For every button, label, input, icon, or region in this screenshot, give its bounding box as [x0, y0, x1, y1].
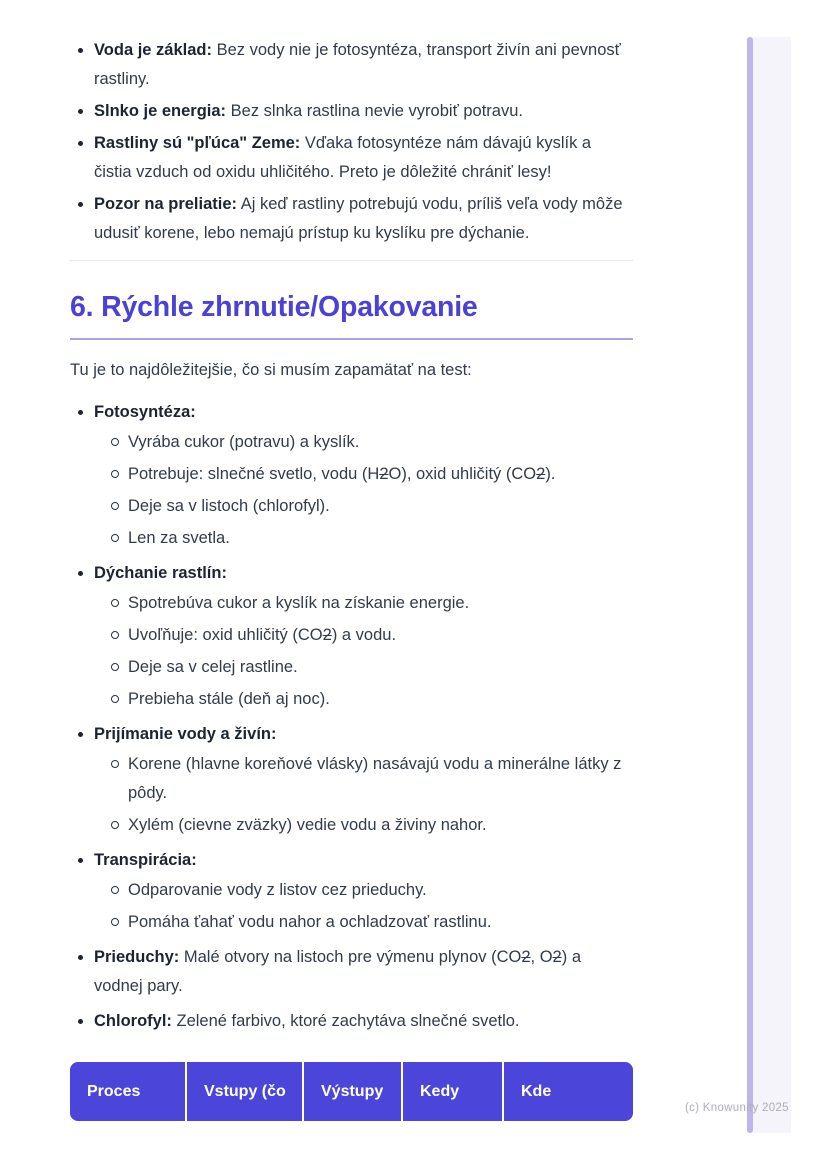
key-points-list: [70, 36, 633, 248]
struck-text: 2: [322, 626, 332, 644]
text-run: Uvoľňuje: oxid uhličitý (CO: [128, 626, 323, 644]
section-heading: 6. Rýchle zhrnutie/Opakovanie: [70, 289, 633, 340]
bold-label: Slnko je energia:: [94, 102, 227, 120]
summary-subitem: [94, 908, 633, 937]
text-run: Aj keď rastliny potrebujú vodu, príliš veľa vody môže udusiť korene, lebo nemajú prístup ku kyslíku pre dýchanie.: [94, 195, 623, 242]
table-header-cell: Vstupy (čo: [187, 1062, 304, 1121]
summary-item: [70, 559, 633, 714]
summary-subitem: [94, 653, 633, 682]
summary-sublist: [94, 750, 633, 840]
summary-item: [70, 398, 633, 553]
text-run: ) a vodu.: [331, 626, 397, 644]
summary-subitem: [94, 524, 633, 553]
summary-subitem: [94, 876, 633, 905]
text-run: Prebieha stále (deň aj noc).: [128, 690, 330, 708]
text-run: ) a vodnej pary.: [94, 948, 581, 995]
text-run: Bez vody nie je fotosyntéza, transport živín ani pevnosť rastliny.: [94, 41, 621, 88]
text-run: Deje sa v celej rastline.: [128, 658, 298, 676]
bold-label: Rastliny sú "pľúca" Zeme:: [94, 134, 301, 152]
text-run: Potrebuje: slnečné svetlo, vodu (H: [128, 465, 380, 483]
summary-subitem: [94, 589, 633, 618]
text-run: ).: [545, 465, 556, 483]
text-run: Malé otvory na listoch pre výmenu plynov (CO: [179, 948, 522, 966]
summary-sublist: [94, 589, 633, 714]
text-run: Zelené farbivo, ktoré zachytáva slnečné svetlo.: [171, 1012, 520, 1030]
summary-subitem: [94, 428, 633, 457]
scrollbar-thumb[interactable]: [747, 37, 753, 1133]
struck-text: 2: [552, 948, 562, 966]
text-run: Len za svetla.: [128, 529, 230, 547]
summary-subitem: [94, 492, 633, 521]
text-run: Pomáha ťahať vodu nahor a ochladzovať rastlinu.: [128, 913, 492, 931]
summary-subitem: [94, 750, 633, 808]
summary-subitem: [94, 811, 633, 840]
section-divider: [70, 260, 633, 261]
struck-text: 2: [536, 465, 546, 483]
section-intro-text: Tu je to najdôležitejšie, čo si musím zapamätať na test:: [70, 361, 472, 379]
text-run: Xylém (cievne zväzky) vedie vodu a živiny nahor.: [128, 816, 487, 834]
bold-label: Pozor na preliatie:: [94, 195, 238, 213]
text-run: Deje sa v listoch (chlorofyl).: [128, 497, 330, 515]
bold-label: Voda je základ:: [94, 41, 212, 59]
summary-item: [70, 1007, 633, 1036]
text-run: Spotrebúva cukor a kyslík na získanie energie.: [128, 594, 470, 612]
table-header-cell: Kedy: [403, 1062, 504, 1121]
summary-subitem: [94, 460, 633, 489]
bold-label: Transpirácia:: [94, 851, 197, 869]
bold-label: Dýchanie rastlín:: [94, 564, 227, 582]
table-header-cell: Proces: [70, 1062, 187, 1121]
summary-list: [70, 398, 633, 1036]
summary-sublist: [94, 428, 633, 553]
bold-label: Prieduchy:: [94, 948, 180, 966]
key-point-item: [70, 36, 633, 94]
summary-subitem: [94, 621, 633, 650]
struck-text: 2: [521, 948, 531, 966]
text-run: Bez slnka rastlina nevie vyrobiť potravu.: [226, 102, 523, 120]
key-point-item: [70, 190, 633, 248]
text-run: , O: [530, 948, 553, 966]
document-content: [70, 36, 633, 1121]
key-point-item: [70, 97, 633, 126]
summary-subitem: [94, 685, 633, 714]
table-header-row: [70, 1062, 633, 1121]
table-header-cell: Kde: [521, 1082, 552, 1100]
bold-label: Chlorofyl:: [94, 1012, 172, 1030]
text-run: Vďaka fotosyntéze nám dávajú kyslík a čistia vzduch od oxidu uhličitého. Preto je dôležité chrániť lesy!: [94, 134, 592, 181]
summary-sublist: [94, 876, 633, 937]
bold-label: Prijímanie vody a živín:: [94, 725, 277, 743]
text-run: Odparovanie vody z listov cez prieduchy.: [128, 881, 427, 899]
text-run: Vyrába cukor (potravu) a kyslík.: [128, 433, 360, 451]
bold-label: Fotosyntéza:: [94, 403, 196, 421]
text-run: O), oxid uhličitý (CO: [388, 465, 537, 483]
table-header-cell: Výstupy: [304, 1062, 403, 1121]
key-point-item: [70, 129, 633, 187]
text-run: Korene (hlavne koreňové vlásky) nasávajú vodu a minerálne látky z pôdy.: [128, 755, 622, 802]
struck-text: 2: [379, 465, 389, 483]
summary-item: [70, 720, 633, 840]
summary-item: [70, 943, 633, 1001]
scrollbar-track[interactable]: [747, 37, 791, 1133]
watermark: (c) Knowunity 2025: [685, 1102, 789, 1114]
summary-item: [70, 846, 633, 937]
